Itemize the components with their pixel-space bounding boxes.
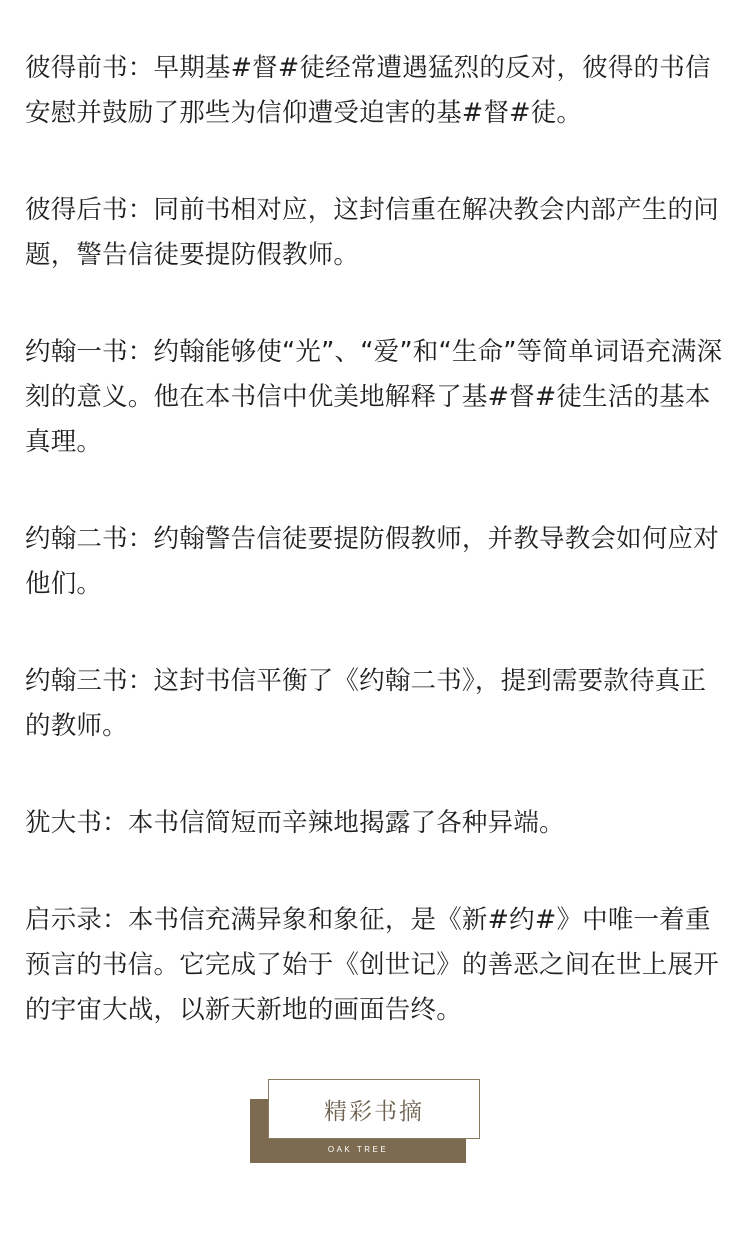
- book-label: 犹大书：: [25, 808, 128, 838]
- paragraph-jude: [25, 801, 727, 846]
- book-description: 本书信简短而辛辣地揭露了各种异端。: [127, 808, 565, 838]
- article-body: [25, 46, 727, 1085]
- book-label: 约翰一书：: [25, 337, 154, 367]
- book-description: 同前书相对应，这封信重在解决教会内部产生的问题，警告信徒要提防假教师。: [25, 195, 719, 270]
- section-badge: [250, 1079, 482, 1164]
- paragraph-1john: [25, 330, 727, 465]
- book-label: 约翰三书：: [25, 666, 154, 696]
- book-description: 本书信充满异象和象征，是《新#约#》中唯一着重预言的书信。它完成了始于《创世记》的善恶之间在世上展开的宇宙大战，以新天新地的画面告终。: [25, 905, 719, 1025]
- book-description: 约翰能够使“光”、“爱”和“生命”等简单词语充满深刻的意义。他在本书信中优美地解释了基#督#徒生活的基本真理。: [25, 337, 723, 457]
- book-label: 启示录：: [25, 905, 128, 935]
- book-label: 彼得后书：: [25, 195, 154, 225]
- book-description: 约翰警告信徒要提防假教师，并教导教会如何应对他们。: [25, 524, 719, 599]
- paragraph-3john: [25, 659, 727, 749]
- paragraph-revelation: [25, 898, 727, 1033]
- paragraph-1peter: [25, 46, 727, 136]
- paragraph-2john: [25, 517, 727, 607]
- badge-label-box: [268, 1079, 480, 1139]
- book-label: 约翰二书：: [25, 524, 154, 554]
- badge-title: 精彩书摘: [324, 1098, 424, 1125]
- book-description: 早期基#督#徒经常遭遇猛烈的反对，彼得的书信安慰并鼓励了那些为信仰遭受迫害的基#督#徒。: [25, 53, 711, 128]
- badge-subtitle: OAK TREE: [327, 1145, 389, 1154]
- book-description: 这封书信平衡了《约翰二书》，提到需要款待真正的教师。: [25, 666, 707, 741]
- book-label: 彼得前书：: [25, 53, 154, 83]
- paragraph-2peter: [25, 188, 727, 278]
